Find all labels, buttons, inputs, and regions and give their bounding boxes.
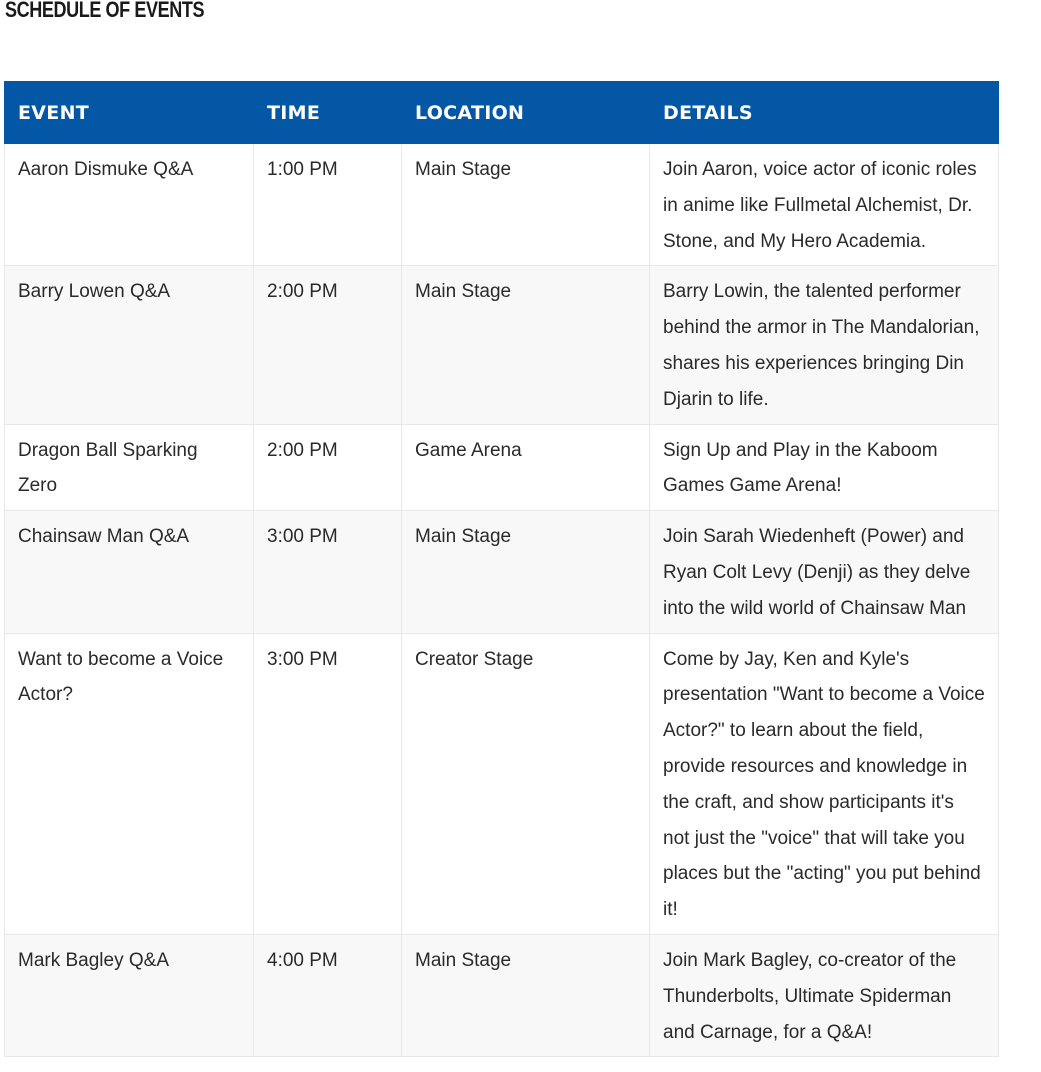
table-header <box>5 82 999 144</box>
table-row <box>5 424 999 511</box>
location-cell: Main Stage <box>402 266 650 424</box>
event-cell: Barry Lowen Q&A <box>5 266 254 424</box>
details-cell: Barry Lowin, the talented performer behind the armor in The Mandalorian, shares his experiences bringing Din Djarin to life. <box>650 266 999 424</box>
details-cell: Come by Jay, Ken and Kyle's presentation "Want to become a Voice Actor?" to learn about the field, provide resources and knowledge in the craft, and show participants it's not just the "voice" that will take you places but the "acting" you put behind it! <box>650 633 999 934</box>
time-cell: 1:00 PM <box>254 144 402 266</box>
details-cell: Join Aaron, voice actor of iconic roles in anime like Fullmetal Alchemist, Dr. Stone, and My Hero Academia. <box>650 144 999 266</box>
location-cell: Main Stage <box>402 511 650 633</box>
time-cell: 3:00 PM <box>254 633 402 934</box>
details-cell: Join Mark Bagley, co-creator of the Thunderbolts, Ultimate Spiderman and Carnage, for a Q&A! <box>650 934 999 1056</box>
schedule-table <box>4 81 999 1057</box>
time-cell: 2:00 PM <box>254 424 402 511</box>
table-row <box>5 144 999 266</box>
time-cell: 2:00 PM <box>254 266 402 424</box>
location-cell: Main Stage <box>402 934 650 1056</box>
time-cell: 4:00 PM <box>254 934 402 1056</box>
location-cell: Game Arena <box>402 424 650 511</box>
event-cell: Dragon Ball Sparking Zero <box>5 424 254 511</box>
table-row <box>5 266 999 424</box>
table-header-row <box>5 82 999 144</box>
time-cell: 3:00 PM <box>254 511 402 633</box>
table-body <box>5 144 999 1057</box>
event-cell: Mark Bagley Q&A <box>5 934 254 1056</box>
column-header-details: DETAILS <box>650 82 999 144</box>
page-title: SCHEDULE OF EVENTS <box>5 0 205 22</box>
details-cell: Join Sarah Wiedenheft (Power) and Ryan Colt Levy (Denji) as they delve into the wild world of Chainsaw Man <box>650 511 999 633</box>
location-cell: Main Stage <box>402 144 650 266</box>
table-row <box>5 633 999 934</box>
table-row <box>5 511 999 633</box>
details-cell: Sign Up and Play in the Kaboom Games Game Arena! <box>650 424 999 511</box>
column-header-event: EVENT <box>5 82 254 144</box>
table-row <box>5 934 999 1056</box>
column-header-location: LOCATION <box>402 82 650 144</box>
location-cell: Creator Stage <box>402 633 650 934</box>
event-cell: Chainsaw Man Q&A <box>5 511 254 633</box>
event-cell: Aaron Dismuke Q&A <box>5 144 254 266</box>
event-cell: Want to become a Voice Actor? <box>5 633 254 934</box>
column-header-time: TIME <box>254 82 402 144</box>
